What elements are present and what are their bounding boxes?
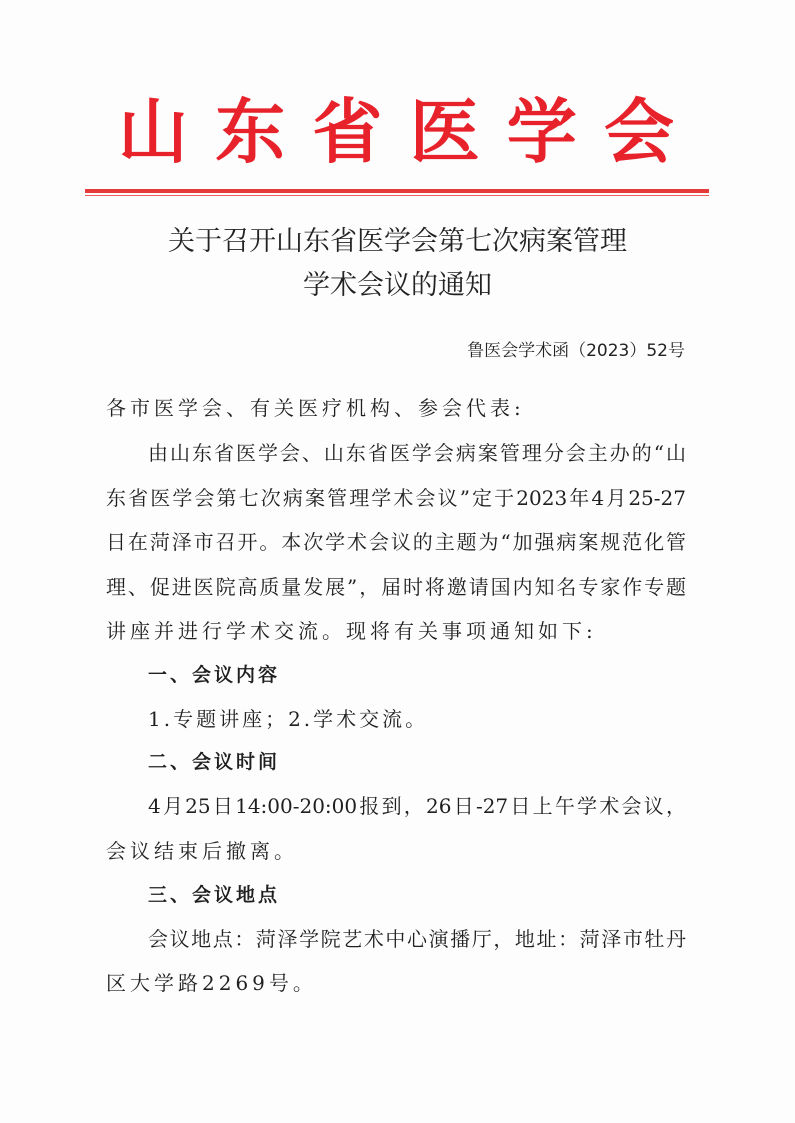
intro-line: 日在菏泽市召开。本次学术会议的主题为“加强病案规范化管 [106,530,686,554]
intro-line: 讲座并进行学术交流。现将有关事项通知如下: [106,619,597,643]
section-line: 会议结束后撤离。 [106,839,298,863]
title-line-1: 关于召开山东省医学会第七次病案管理 [168,226,627,257]
masthead-char: 医 [409,90,480,173]
section-heading: 一、会议内容 [148,664,281,686]
intro-line: 东省医学会第七次病案管理学术会议”定于2023年4月25-27 [106,486,686,510]
title-line-2: 学术会议的通知 [303,270,492,301]
masthead-char: 会 [603,90,674,173]
section-line: 区大学路2269号。 [106,971,317,995]
masthead-char: 学 [506,90,577,173]
section-heading: 三、会议地点 [148,884,281,906]
masthead-char: 省 [312,90,383,173]
section-line: 1.专题讲座；2.学术交流。 [148,707,429,731]
masthead-char: 东 [215,90,286,173]
section-heading: 二、会议时间 [148,751,281,773]
section-line: 会议地点：菏泽学院艺术中心演播厅，地址：菏泽市牡丹 [148,927,686,951]
masthead-logo [118,92,674,172]
red-divider [85,189,709,193]
red-divider-thin [85,195,709,196]
masthead-char: 山 [118,90,188,173]
section-line: 4月25日14:00-20:00报到，26日-27日上午学术会议， [148,794,686,818]
intro-line: 由山东省医学会、山东省医学会病案管理分会主办的“山 [148,441,686,465]
intro-line: 理、促进医院高质量发展”，届时将邀请国内知名专家作专题 [106,575,686,599]
document-number: 鲁医会学术函（2023）52号 [467,341,685,361]
salutation: 各市医学会、有关医疗机构、参会代表: [106,396,525,420]
